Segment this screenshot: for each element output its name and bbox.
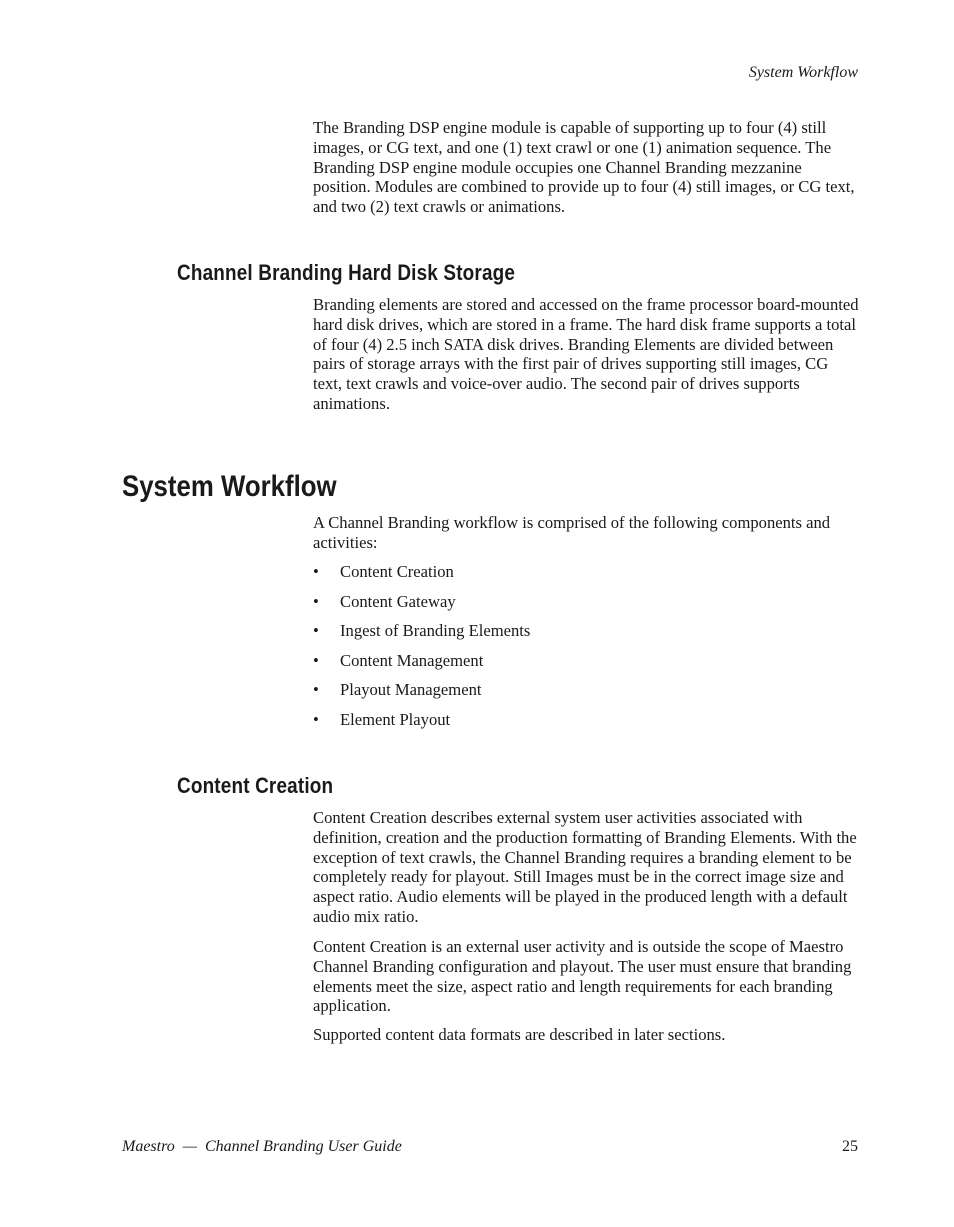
footer-page-number: 25	[842, 1138, 858, 1155]
list-item-label: Playout Management	[340, 680, 482, 699]
bullet-icon: •	[313, 591, 319, 611]
list-item	[313, 680, 530, 710]
bullet-icon: •	[313, 621, 319, 640]
list-item-label: Element Playout	[340, 709, 451, 729]
bullet-icon: •	[313, 680, 319, 699]
content-creation-paragraph-3: Supported content data formats are described in later sections.	[313, 1025, 726, 1044]
page-title-system-workflow: System Workflow	[122, 470, 337, 503]
content-creation-paragraph-2: Content Creation is an external user activity and is outside the scope of Maestro Channel Branding configuration and playout. The user must ensure that branding elements meet the size, aspect ratio and length requirements for each branding application.	[313, 937, 852, 1016]
workflow-component-list	[313, 562, 530, 739]
list-item	[313, 710, 530, 740]
list-item-label: Content Creation	[340, 562, 454, 581]
section-heading-content-creation: Content Creation	[177, 773, 334, 798]
bullet-icon: •	[313, 650, 319, 670]
bullet-icon: •	[313, 562, 319, 581]
list-item	[313, 592, 530, 622]
workflow-intro-paragraph: A Channel Branding workflow is comprised of the following components and activities:	[313, 513, 831, 552]
intro-paragraph: The Branding DSP engine module is capable of supporting up to four (4) still images, or CG text, and one (1) text crawl or one (1) animation sequence. The Branding DSP engine module occupies one Channel Branding mezzanine position. Modules are combined to provide up to four (4) still images, or CG text, and two (2) text crawls or animations.	[313, 118, 855, 217]
list-item	[313, 651, 530, 681]
list-item-label: Content Gateway	[340, 591, 456, 611]
content-creation-paragraph-1: Content Creation describes external system user activities associated with definition, creation and the production formatting of Branding Elements. With the exception of text crawls, the Channel Branding requires a branding element to be completely ready for playout. Still Images must be in the correct image size and aspect ratio. Audio elements will be played in the produced length with a default audio mix ratio.	[313, 808, 857, 926]
list-item-label: Content Management	[340, 650, 484, 670]
list-item-label: Ingest of Branding Elements	[340, 621, 531, 640]
list-item	[313, 621, 530, 651]
footer-document-title: Maestro — Channel Branding User Guide	[122, 1138, 402, 1155]
list-item	[313, 562, 530, 592]
running-header: System Workflow	[748, 64, 858, 81]
bullet-icon: •	[313, 709, 319, 729]
hard-disk-paragraph: Branding elements are stored and accessed on the frame processor board-mounted hard disk drives, which are stored in a frame. The hard disk frame supports a total of four (4) 2.5 inch SATA disk drives. Branding Elements are divided between pairs of storage arrays with the first pair of drives supporting still images, CG text, text crawls and voice-over audio. The second pair of drives supports animations.	[313, 295, 859, 413]
section-heading-hard-disk-storage: Channel Branding Hard Disk Storage	[177, 260, 516, 285]
